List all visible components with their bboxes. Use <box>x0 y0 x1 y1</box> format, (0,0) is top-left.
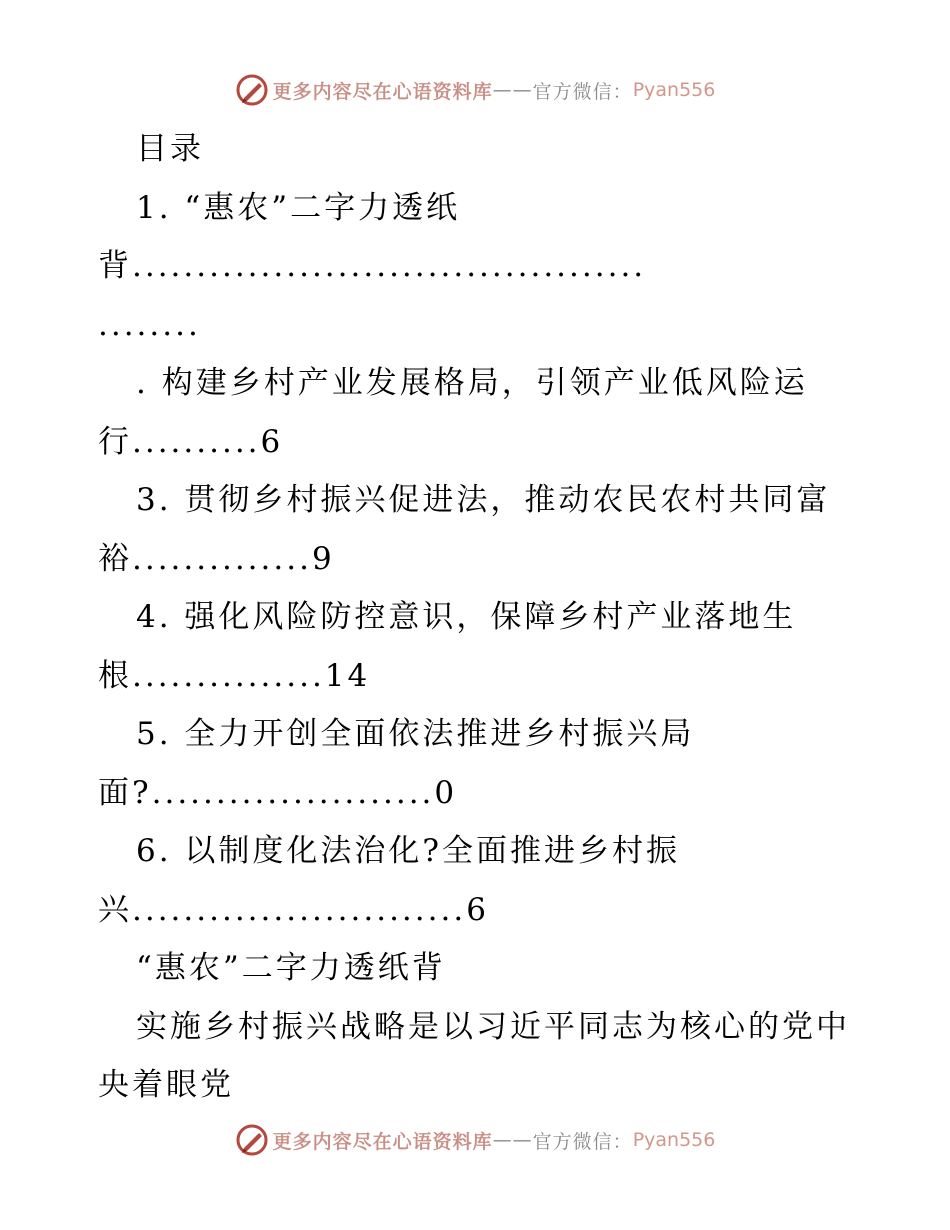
header-banner <box>0 70 950 110</box>
footer-banner <box>0 1120 950 1160</box>
pen-logo-icon <box>235 73 269 107</box>
toc-item-1-leader-cont: ........ <box>98 306 201 343</box>
banner-sub-text: 官方微信： <box>532 1130 633 1153</box>
paragraph-line-2: 央着眼党 <box>98 1067 234 1103</box>
toc-item-5-title: 5. 全力开创全面依法推进乡村振兴局 <box>136 716 695 752</box>
banner-main-text: 更多内容尽在心语资料库 <box>272 80 493 103</box>
toc-item-4-leader: 根...............14 <box>98 657 371 694</box>
toc-item-2-leader: 行..........6 <box>98 423 284 460</box>
toc-item-4-title: 4. 强化风险防控意识，保障乡村产业落地生 <box>136 599 797 635</box>
toc-item-3-title: 3. 贯彻乡村振兴促进法，推动农民农村共同富 <box>136 482 831 518</box>
banner-main-text: 更多内容尽在心语资料库 <box>272 1130 493 1153</box>
banner-dash: —— <box>492 1129 533 1151</box>
toc-item-2-title: . 构建乡村产业发展格局，引领产业低风险运 <box>136 365 808 401</box>
toc-item-5-leader: 面?......................0 <box>98 774 458 811</box>
toc-item-3-leader: 裕..............9 <box>98 540 335 577</box>
section-title: “惠农”二字力透纸背 <box>136 950 446 986</box>
toc-item-1-leader: 背........................................ <box>98 248 647 284</box>
paragraph-line-1: 实施乡村振兴战略是以习近平同志为核心的党中 <box>136 1008 850 1045</box>
toc-item-1-title: 1. “惠农”二字力透纸 <box>136 189 461 226</box>
banner-sub-text: 官方微信： <box>532 80 633 103</box>
banner-dash: —— <box>492 79 533 101</box>
banner-wechat-id: Pyan556 <box>632 79 716 101</box>
banner-wechat-id: Pyan556 <box>632 1129 716 1151</box>
pen-logo-icon <box>235 1123 269 1157</box>
toc-item-6-leader: 兴..........................6 <box>98 891 489 928</box>
document-body <box>98 120 858 1115</box>
toc-heading: 目录 <box>136 131 204 167</box>
toc-item-6-title: 6. 以制度化法治化?全面推进乡村振 <box>136 833 681 869</box>
